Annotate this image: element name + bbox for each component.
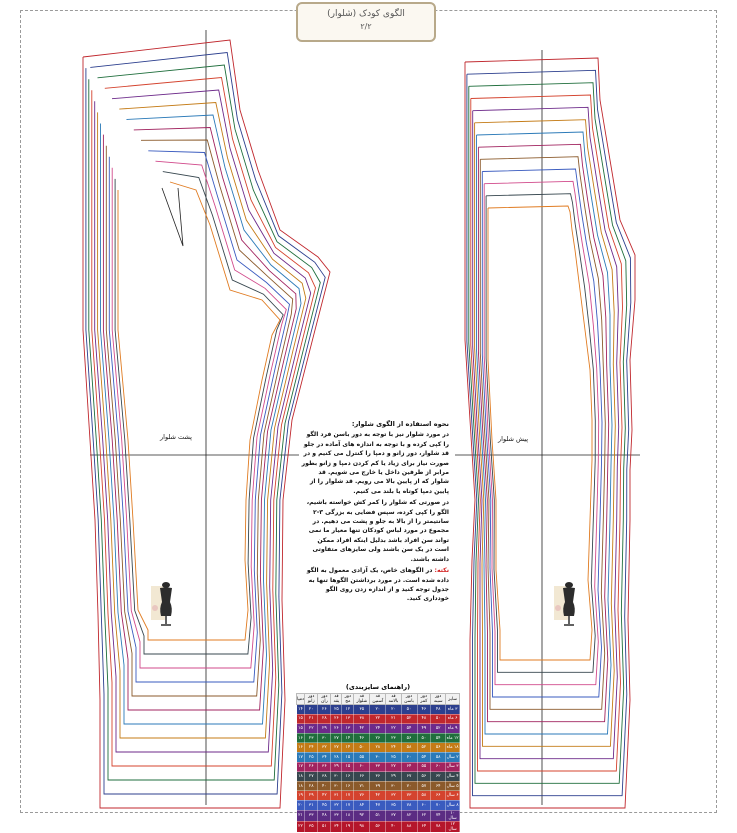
size-guide-cell: ۲۱	[305, 714, 318, 724]
size-guide-cell: ۳۸	[318, 772, 331, 782]
size-guide-cell: ۲۲	[297, 821, 305, 832]
size-guide-cell: ۸۲	[401, 810, 417, 821]
size-guide-row	[297, 705, 460, 715]
size-guide-cell: ۳۰	[370, 752, 386, 762]
size-guide-cell: ۲۷	[386, 762, 401, 772]
size-guide-header: قد شلوار	[354, 694, 370, 705]
size-guide-cell: ۳۰	[331, 781, 342, 791]
size-guide-cell: ۵۰	[401, 705, 417, 715]
size-guide-cell: ۲۳	[305, 733, 318, 743]
size-guide-cell: ۲۵	[331, 705, 342, 715]
size-guide-cell: ۷۳	[401, 791, 417, 801]
size-guide-cell: ۳۲	[318, 743, 331, 753]
size-guide-cell: ۴۲	[370, 791, 386, 801]
size-guide-cell: ۳۲	[386, 791, 401, 801]
size-guide-cell: ۷۱	[354, 781, 370, 791]
size-guide-cell: ۸۴	[354, 800, 370, 810]
size-guide-cell: ۳۳	[370, 762, 386, 772]
size-guide-cell: ۱۷	[342, 791, 354, 801]
size-guide-cell: ۲۶	[318, 705, 331, 715]
size-guide-cell: ۶۰	[354, 762, 370, 772]
size-guide-cell: ۵۱	[318, 821, 331, 832]
size-guide-cell: ۶۴	[417, 821, 431, 832]
size-guide-cell: ۵۶	[370, 821, 386, 832]
size-guide-cell: ۱۳	[342, 714, 354, 724]
back-piece-outlines	[83, 40, 330, 808]
size-guide-cell: ۶۰	[431, 762, 446, 772]
size-guide-cell: ۴۰	[318, 781, 331, 791]
size-guide-cell: ۱۶	[297, 733, 305, 743]
size-guide-cell: ۲۱	[297, 810, 305, 821]
size-guide-cell: ۵۵	[354, 752, 370, 762]
size-guide-cell: ۶ ماه	[446, 714, 460, 724]
size-guide-cell: ۲۵	[386, 752, 401, 762]
size-guide-cell: ۱۸	[342, 810, 354, 821]
size-guide-header: دور سینه	[431, 694, 446, 705]
size-guide-cell: ۳۰	[386, 781, 401, 791]
size-guide-header: دمپا	[297, 694, 305, 705]
size-guide-cell: ۴۰	[386, 821, 401, 832]
size-guide-cell: ۳۵	[386, 800, 401, 810]
size-guide-cell: ۱۷	[342, 800, 354, 810]
size-guide-cell: ۴۸	[318, 810, 331, 821]
size-guide-header: قد آستین	[370, 694, 386, 705]
size-guide-cell: ۵ سال	[446, 781, 460, 791]
size-guide-cell: ۳۲	[331, 800, 342, 810]
size-guide-cell: ۲۷	[331, 743, 342, 753]
size-guide-cell: ۳۴	[331, 821, 342, 832]
size-guide-cell: ۳۳	[305, 810, 318, 821]
size-guide-row	[297, 724, 460, 734]
size-guide-cell: ۵۴	[417, 752, 431, 762]
notes-paragraph-1: در مورد شلوار نیز با توجه به دور باسن فرد الگو را کپی کرده و با توجه به اندازه های آماده در جلو قد شلوار، دور زانو و دمپا را کنترل می کنیم و در صورت نیاز برای زیاد یا کم کردن دمپا و زانو بطور مرابر از طرفین داخل یا خارج می شویم. قد شلوار که از پایین بالا می رویم. قد شلوار را از پایین دمپا کوتاه یا بلند می کنیم.	[301, 431, 449, 495]
size-guide-cell: ۲۸	[370, 743, 386, 753]
size-guide-cell: ۶۰	[401, 752, 417, 762]
back-outline	[92, 78, 316, 767]
size-guide-cell: ۶۷	[401, 772, 417, 782]
back-piece-label: پشت شلوار	[160, 433, 192, 441]
size-guide-header: دور ران	[318, 694, 331, 705]
size-guide-cell: ۲۰	[305, 705, 318, 715]
size-guide-cell: ۲۹	[318, 724, 331, 734]
front-piece-label: پیش شلوار	[498, 435, 529, 443]
size-guide-cell: ۲۳	[386, 733, 401, 743]
size-guide-cell: ۱۲ سال	[446, 821, 460, 832]
size-guide-row	[297, 714, 460, 724]
size-guide-cell: ۴۲	[354, 724, 370, 734]
front-outline	[480, 157, 605, 710]
notes-paragraph-3	[301, 566, 449, 604]
size-guide-row	[297, 743, 460, 753]
size-guide-cell: ۵۴	[401, 724, 417, 734]
back-outline	[86, 53, 325, 795]
size-guide-cell: ۲۸	[305, 781, 318, 791]
size-guide-cell: ۵۷	[417, 781, 431, 791]
size-guide-cell: ۲۰	[370, 705, 386, 715]
size-guide-cell: ۴۹	[417, 724, 431, 734]
size-guide-row	[297, 762, 460, 772]
size-guide-cell: ۳۴	[318, 752, 331, 762]
size-guide-cell: ۶۴	[431, 781, 446, 791]
size-guide-cell: ۳۳	[331, 810, 342, 821]
size-guide-cell: ۳۵	[305, 821, 318, 832]
back-outline	[112, 161, 286, 668]
size-guide-cell: ۸ سال	[446, 800, 460, 810]
size-guide-cell: ۲۷	[331, 733, 342, 743]
size-guide-cell: ۱۵	[342, 762, 354, 772]
size-guide-cell: ۷۸	[401, 800, 417, 810]
size-guide-cell: ۵۰	[417, 733, 431, 743]
size-guide-row	[297, 800, 460, 810]
size-guide-cell: ۱۴	[342, 743, 354, 753]
size-guide-cell: ۱۷	[297, 762, 305, 772]
title-box	[296, 2, 436, 42]
size-guide-header: دور زانو	[305, 694, 318, 705]
size-guide-cell: ۶۴	[401, 762, 417, 772]
front-piece-outlines	[465, 58, 635, 808]
size-guide-header: دور باسن	[401, 694, 417, 705]
size-guide-cell: ۲۲	[305, 724, 318, 734]
size-guide-cell: ۱۴	[297, 705, 305, 715]
size-guide-cell: ۷۰	[401, 781, 417, 791]
size-guide-cell: ۲۴	[370, 724, 386, 734]
size-guide-cell: ۶۰	[417, 800, 431, 810]
size-guide-cell: ۲۸	[318, 714, 331, 724]
size-guide-cell: ۵۲	[417, 743, 431, 753]
size-guide-cell: ۶۶	[431, 791, 446, 801]
size-guide-cell: ۳۶	[318, 762, 331, 772]
size-guide-row	[297, 752, 460, 762]
notes-heading: نحوه استفاده از الگوی شلوار:	[351, 420, 449, 428]
size-guide-cell: ۱۹	[297, 791, 305, 801]
size-guide-cell: ۶۲	[417, 810, 431, 821]
notes-paragraph-2: در صورتی که شلوار را کمر کش خواسته باشیم، الگو را کپی کرده، سپس فضایی به بزرگی ۳-۲ سانتیمتر را از بالا به جلو و پشت می دهیم. در مجموع در مورد لباس کودکان تنها معیار ما نمی تواند سن افراد باشد بدلیل اینکه افراد ممکن است در یک سن باشند ولی سایزهای متفاوتی داشته باشند.	[306, 499, 449, 563]
size-guide-cell: ۳۶	[370, 772, 386, 782]
back-outline	[109, 151, 289, 682]
size-guide-cell: ۴۲	[318, 791, 331, 801]
size-guide-cell: ۱۹	[342, 821, 354, 832]
size-guide-cell: ۵۶	[431, 743, 446, 753]
size-guide-cell: ۱۸	[297, 772, 305, 782]
size-guide-cell: ۳۸	[354, 714, 370, 724]
size-guide-cell: ۸۸	[401, 821, 417, 832]
size-guide-cell: ۳ ماه	[446, 705, 460, 715]
size-guide-header: دور مچ	[342, 694, 354, 705]
size-guide-cell: ۶ سال	[446, 791, 460, 801]
size-guide-cell: ۵۴	[431, 733, 446, 743]
mannequin-icon	[147, 578, 177, 628]
size-guide-cell: ۵۶	[401, 733, 417, 743]
size-guide-cell: ۴۶	[354, 733, 370, 743]
size-guide-cell: ۲۸	[331, 752, 342, 762]
usage-notes	[299, 418, 451, 643]
size-guide-cell: ۲۹	[331, 762, 342, 772]
size-guide-cell: ۱۲	[342, 705, 354, 715]
size-guide-cell: ۲۷	[305, 772, 318, 782]
size-guide-cell: ۷۴	[431, 810, 446, 821]
note-text: در الگوهای خاص، یک آزادی معمول به الگو داده شده است. در مورد برداشتن الگوها تنها به جدول توجه کنید و از اندازه زدن روی الگو خودداری کنید.	[306, 567, 449, 603]
title-text: الگوی کودک (شلوار)	[327, 9, 405, 19]
size-guide-cell: ۲۹	[386, 772, 401, 782]
size-guide-table	[296, 693, 460, 833]
size-guide-cell: ۲۶	[370, 733, 386, 743]
size-guide-cell: ۹۸	[354, 821, 370, 832]
size-guide-row	[297, 733, 460, 743]
size-guide-cell: ۳۵	[354, 705, 370, 715]
size-guide-cell: ۲۶	[305, 762, 318, 772]
size-guide-cell: ۱۰ سال	[446, 810, 460, 821]
size-guide-cell: ۳۱	[331, 791, 342, 801]
size-guide-cell: ۴۸	[431, 705, 446, 715]
size-guide-header: قد یقه	[331, 694, 342, 705]
size-guide-cell: ۹۲	[354, 810, 370, 821]
size-guide-cell: ۲۶	[331, 724, 342, 734]
size-guide-cell: ۱۵	[297, 724, 305, 734]
size-guide-cell: ۵۲	[431, 724, 446, 734]
size-guide	[296, 683, 460, 833]
size-guide-cell: ۲ سال	[446, 752, 460, 762]
size-guide-cell: ۲۹	[305, 791, 318, 801]
page-number: ۲/۲	[360, 22, 372, 31]
size-guide-caption: (راهنمای سایزبندی)	[345, 683, 411, 691]
size-guide-cell: ۵۶	[417, 772, 431, 782]
size-guide-cell: ۱۶	[342, 781, 354, 791]
mannequin-icon	[550, 578, 580, 628]
size-guide-row	[297, 810, 460, 821]
front-outline	[484, 181, 599, 684]
size-guide-row	[297, 791, 460, 801]
size-guide-row	[297, 772, 460, 782]
size-guide-cell: ۴ سال	[446, 772, 460, 782]
size-guide-cell: ۴۷	[370, 800, 386, 810]
size-guide-cell: ۵۸	[431, 752, 446, 762]
size-guide-cell: ۳۹	[370, 781, 386, 791]
note-label: نکته:	[434, 567, 449, 575]
size-guide-cell: ۵۲	[401, 714, 417, 724]
size-guide-cell: ۶۲	[431, 772, 446, 782]
size-guide-cell: ۵۰	[354, 743, 370, 753]
size-guide-cell: ۱۴	[342, 733, 354, 743]
back-dart	[162, 188, 183, 246]
size-guide-header: دور کمر	[417, 694, 431, 705]
size-guide-cell: ۱۶	[297, 743, 305, 753]
size-guide-cell: ۷۸	[431, 821, 446, 832]
size-guide-header: قد بالاتنه	[386, 694, 401, 705]
size-guide-cell: ۵۸	[417, 791, 431, 801]
size-guide-cell: ۶۶	[354, 772, 370, 782]
size-guide-cell: ۴۸	[417, 714, 431, 724]
size-guide-cell: ۵۰	[431, 714, 446, 724]
size-guide-row	[297, 781, 460, 791]
size-guide-cell: ۳۱	[305, 800, 318, 810]
size-guide-cell: ۱۳	[342, 724, 354, 734]
size-guide-cell: ۱۵	[297, 714, 305, 724]
size-guide-cell: ۲۵	[305, 752, 318, 762]
size-guide-cell: ۴۵	[318, 800, 331, 810]
size-guide-cell: ۴۶	[417, 705, 431, 715]
size-guide-cell: ۲۰	[386, 705, 401, 715]
back-outline	[118, 182, 280, 640]
size-guide-cell: ۷۰	[431, 800, 446, 810]
size-guide-cell: ۱۸ ماه	[446, 743, 460, 753]
size-guide-cell: ۲۱	[386, 714, 401, 724]
size-guide-cell: ۳۷	[386, 810, 401, 821]
size-guide-cell: ۷۶	[354, 791, 370, 801]
size-guide-cell: ۱۶	[342, 772, 354, 782]
size-guide-cell: ۵۸	[401, 743, 417, 753]
size-guide-cell: ۲۰	[297, 800, 305, 810]
size-guide-header: سایز	[446, 694, 460, 705]
size-guide-cell: ۱۸	[297, 781, 305, 791]
size-guide-row	[297, 821, 460, 832]
size-guide-cell: ۱۲ ماه	[446, 733, 460, 743]
size-guide-cell: ۹ ماه	[446, 724, 460, 734]
size-guide-cell: ۲۴	[386, 743, 401, 753]
size-guide-cell: ۲۲	[370, 714, 386, 724]
size-guide-header-row	[297, 694, 460, 705]
size-guide-cell: ۱۵	[342, 752, 354, 762]
size-guide-cell: ۳ سال	[446, 762, 460, 772]
size-guide-cell: ۲۴	[305, 743, 318, 753]
size-guide-cell: ۲۶	[331, 714, 342, 724]
size-guide-cell: ۳۰	[318, 733, 331, 743]
size-guide-cell: ۵۱	[370, 810, 386, 821]
size-guide-cell: ۱۷	[297, 752, 305, 762]
size-guide-cell: ۲۲	[386, 724, 401, 734]
size-guide-cell: ۳۰	[331, 772, 342, 782]
size-guide-cell: ۵۵	[417, 762, 431, 772]
